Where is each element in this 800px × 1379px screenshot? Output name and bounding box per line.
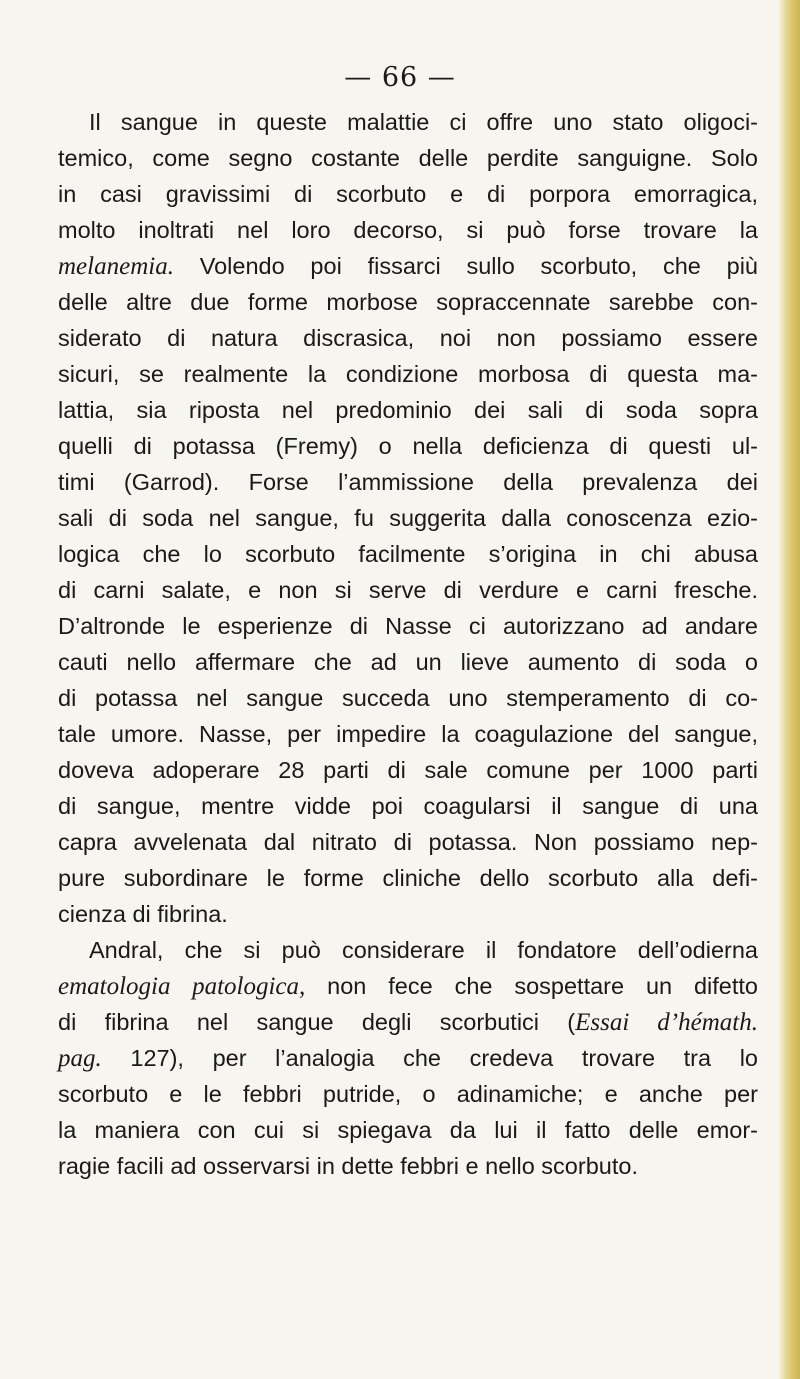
italic-text-segment: Essai d’hémath. [575, 1009, 758, 1036]
text-line [58, 860, 758, 896]
text-segment: scorbuto e le febbri putride, o adinamiche; e anche per [58, 1081, 758, 1107]
text-segment: non fece che sospettare un difetto [305, 973, 759, 999]
italic-text-segment: pag. [58, 1045, 102, 1072]
text-segment: Andral, che si può considerare il fondatore dell’odierna [89, 937, 758, 963]
text-segment: la maniera con cui si spiegava da lui il fatto delle emor- [58, 1117, 758, 1143]
text-line [58, 392, 758, 428]
text-segment: sicuri, se realmente la condizione morbosa di questa ma- [58, 361, 758, 387]
text-line [58, 176, 758, 212]
text-line [58, 500, 758, 536]
text-segment: temico, come segno costante delle perdite sanguigne. Solo [58, 145, 758, 171]
text-segment: sali di soda nel sangue, fu suggerita dalla conoscenza ezio- [58, 505, 758, 531]
text-segment: doveva adoperare 28 parti di sale comune per 1000 parti [58, 757, 758, 783]
text-segment: logica che lo scorbuto facilmente s’origina in chi abusa [58, 541, 758, 567]
text-line [58, 104, 758, 140]
body-text [58, 104, 758, 1184]
italic-text-segment: melanemia. [58, 253, 174, 280]
text-line [58, 1076, 758, 1112]
page-number-header: — 66 — [344, 62, 456, 93]
text-segment: D’altronde le esperienze di Nasse ci autorizzano ad andare [58, 613, 758, 639]
text-segment: cienza di fibrina. [58, 901, 228, 927]
text-line [58, 212, 758, 248]
text-line [58, 248, 758, 284]
text-segment: di fibrina nel sangue degli scorbutici ( [58, 1009, 576, 1035]
text-line [58, 356, 758, 392]
text-line [58, 968, 758, 1004]
text-segment: tale umore. Nasse, per impedire la coagulazione del sangue, [58, 721, 758, 747]
text-line [58, 536, 758, 572]
text-line [58, 644, 758, 680]
text-segment: di potassa nel sangue succeda uno stemperamento di co- [58, 685, 758, 711]
text-segment: molto inoltrati nel loro decorso, si può forse trovare la [58, 217, 758, 243]
text-line [58, 1148, 758, 1184]
text-line [58, 428, 758, 464]
text-line [58, 680, 758, 716]
text-line [58, 1004, 758, 1040]
text-segment: ragie facili ad osservarsi in dette febbri e nello scorbuto. [58, 1153, 638, 1179]
text-line [58, 752, 758, 788]
text-line [58, 608, 758, 644]
text-line [58, 788, 758, 824]
text-segment: pure subordinare le forme cliniche dello scorbuto alla defi- [58, 865, 758, 891]
text-line [58, 572, 758, 608]
text-line [58, 140, 758, 176]
text-segment: capra avvelenata dal nitrato di potassa. Non possiamo nep- [58, 829, 758, 855]
text-line [58, 932, 758, 968]
text-segment: in casi gravissimi di scorbuto e di porpora emorragica, [58, 181, 758, 207]
text-segment: di sangue, mentre vidde poi coagularsi il sangue di una [58, 793, 758, 819]
text-segment: siderato di natura discrasica, noi non possiamo essere [58, 325, 758, 351]
text-line [58, 464, 758, 500]
italic-text-segment: ematologia patologica, [58, 973, 306, 1000]
text-segment: lattia, sia riposta nel predominio dei sali di soda sopra [58, 397, 758, 423]
text-segment: delle altre due forme morbose sopraccennate sarebbe con- [58, 289, 758, 315]
text-line [58, 896, 758, 932]
text-segment: Il sangue in queste malattie ci offre uno stato oligoci- [89, 109, 758, 135]
text-line [58, 284, 758, 320]
text-line [58, 1040, 758, 1076]
text-line [58, 824, 758, 860]
text-segment: di carni salate, e non si serve di verdure e carni fresche. [58, 577, 758, 603]
text-segment: quelli di potassa (Fremy) o nella deficienza di questi ul- [58, 433, 758, 459]
text-segment: timi (Garrod). Forse l’ammissione della prevalenza dei [58, 469, 758, 495]
text-line [58, 320, 758, 356]
text-segment: Volendo poi fissarci sullo scorbuto, che più [173, 253, 758, 279]
text-line [58, 1112, 758, 1148]
text-line [58, 716, 758, 752]
page-edge [778, 0, 800, 1379]
text-segment: cauti nello affermare che ad un lieve aumento di soda o [58, 649, 758, 675]
text-segment: 127), per l’analogia che credeva trovare tra lo [101, 1045, 758, 1071]
